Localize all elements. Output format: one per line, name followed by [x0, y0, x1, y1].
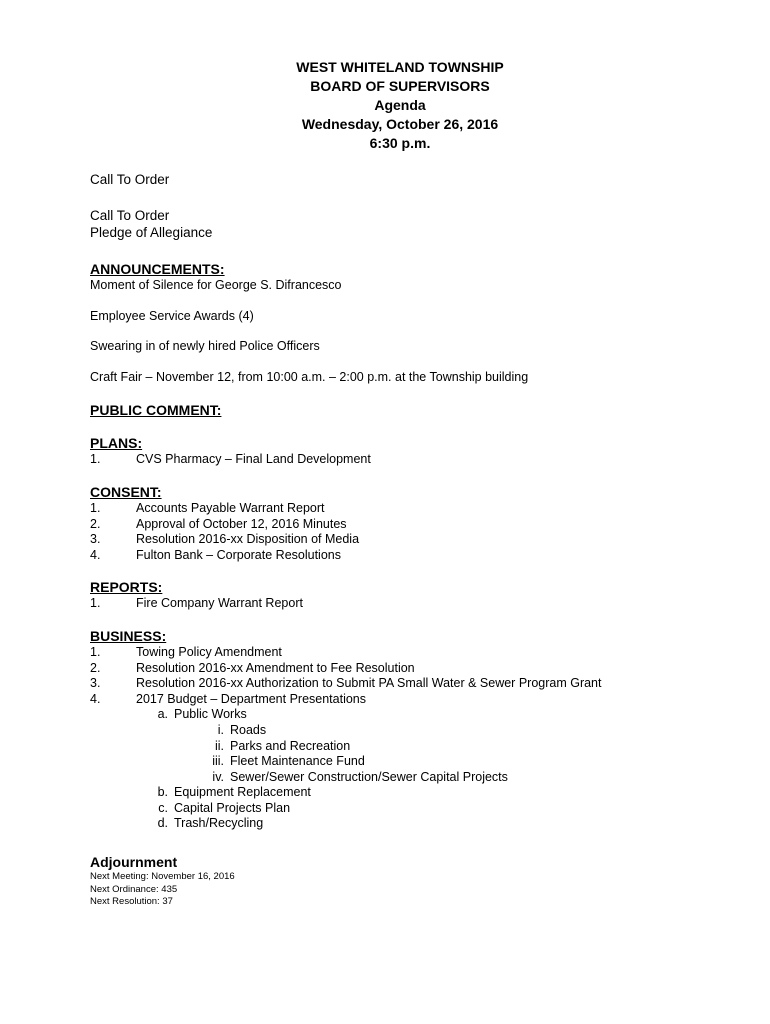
board-name: BOARD OF SUPERVISORS — [310, 78, 490, 94]
item-number: 1. — [90, 452, 101, 467]
subitem-text: Capital Projects Plan — [174, 800, 291, 815]
call-to-order-2: Call To Order — [90, 208, 170, 223]
item-text: Resolution 2016-xx Amendment to Fee Resolution — [136, 660, 415, 675]
consent-item — [90, 501, 710, 517]
business-subsubitem — [90, 754, 710, 770]
item-text: CVS Pharmacy – Final Land Development — [136, 452, 371, 467]
item-text: Fire Company Warrant Report — [136, 596, 303, 611]
subsubitem-text: Sewer/Sewer Construction/Sewer Capital Projects — [230, 769, 508, 784]
subsubitem-numeral: i. — [217, 722, 224, 737]
business-subitem — [90, 816, 710, 832]
consent-heading: CONSENT: — [90, 483, 162, 500]
consent-item — [90, 548, 710, 564]
agenda-page — [90, 58, 710, 909]
business-item — [90, 676, 710, 692]
business-subsubitem — [90, 723, 710, 739]
item-number: 1. — [90, 500, 101, 515]
item-text: Resolution 2016-xx Disposition of Media — [136, 532, 360, 547]
announcement-item: Swearing in of newly hired Police Officers — [90, 339, 320, 354]
subitem-text: Public Works — [174, 707, 247, 722]
business-subitem — [90, 785, 710, 801]
subsubitem-numeral: iii. — [212, 754, 224, 769]
item-text: Resolution 2016-xx Authorization to Submit PA Small Water & Sewer Program Grant — [136, 676, 602, 691]
meeting-time: 6:30 p.m. — [369, 135, 431, 151]
consent-item — [90, 532, 710, 548]
item-text: 2017 Budget – Department Presentations — [136, 691, 367, 706]
plans-heading: PLANS: — [90, 435, 143, 452]
item-number: 2. — [90, 660, 101, 675]
business-subsubitem — [90, 739, 710, 755]
announcement-item: Craft Fair – November 12, from 10:00 a.m. – 2:00 p.m. at the Township building — [90, 369, 529, 384]
call-to-order-1: Call To Order — [90, 172, 170, 187]
pledge-of-allegiance: Pledge of Allegiance — [90, 225, 213, 240]
subitem-letter: d. — [157, 816, 168, 831]
business-item — [90, 645, 710, 661]
adjournment-heading: Adjournment — [90, 854, 178, 871]
subsubitem-numeral: ii. — [214, 738, 224, 753]
subitem-text: Trash/Recycling — [174, 816, 264, 831]
announcements-heading: ANNOUNCEMENTS: — [90, 261, 225, 277]
item-number: 3. — [90, 532, 101, 547]
item-number: 4. — [90, 547, 101, 562]
subsubitem-text: Roads — [230, 722, 267, 737]
item-number: 1. — [90, 644, 101, 659]
subitem-text: Equipment Replacement — [174, 785, 311, 800]
document-type: Agenda — [374, 97, 426, 113]
public-comment-heading: PUBLIC COMMENT: — [90, 402, 222, 419]
next-meeting: Next Meeting: November 16, 2016 — [90, 871, 235, 883]
item-text: Approval of October 12, 2016 Minutes — [136, 516, 347, 531]
business-item — [90, 692, 710, 708]
meeting-date: Wednesday, October 26, 2016 — [301, 116, 499, 132]
agenda-title-block — [90, 58, 710, 153]
business-subitem — [90, 801, 710, 817]
announcement-item: Employee Service Awards (4) — [90, 308, 254, 323]
item-number: 4. — [90, 691, 101, 706]
item-number: 3. — [90, 676, 101, 691]
item-number: 1. — [90, 596, 101, 611]
subsubitem-numeral: iv. — [212, 769, 224, 784]
reports-heading: REPORTS: — [90, 579, 163, 596]
consent-item — [90, 517, 710, 533]
subitem-letter: c. — [158, 800, 168, 815]
business-item — [90, 661, 710, 677]
subsubitem-text: Parks and Recreation — [230, 738, 351, 753]
item-text: Accounts Payable Warrant Report — [136, 500, 325, 515]
business-heading: BUSINESS: — [90, 627, 167, 644]
township-name: WEST WHITELAND TOWNSHIP — [296, 59, 504, 75]
item-number: 2. — [90, 516, 101, 531]
item-text: Fulton Bank – Corporate Resolutions — [136, 547, 341, 562]
plans-item — [90, 452, 710, 468]
item-text: Towing Policy Amendment — [136, 644, 282, 659]
subitem-letter: b. — [157, 785, 168, 800]
next-ordinance: Next Ordinance: 435 — [90, 883, 178, 895]
subitem-letter: a. — [157, 707, 168, 722]
business-subsubitem — [90, 770, 710, 786]
business-subitem — [90, 707, 710, 723]
subsubitem-text: Fleet Maintenance Fund — [230, 754, 365, 769]
reports-item — [90, 596, 710, 612]
announcement-item: Moment of Silence for George S. Difrancesco — [90, 278, 342, 292]
next-resolution: Next Resolution: 37 — [90, 896, 173, 908]
